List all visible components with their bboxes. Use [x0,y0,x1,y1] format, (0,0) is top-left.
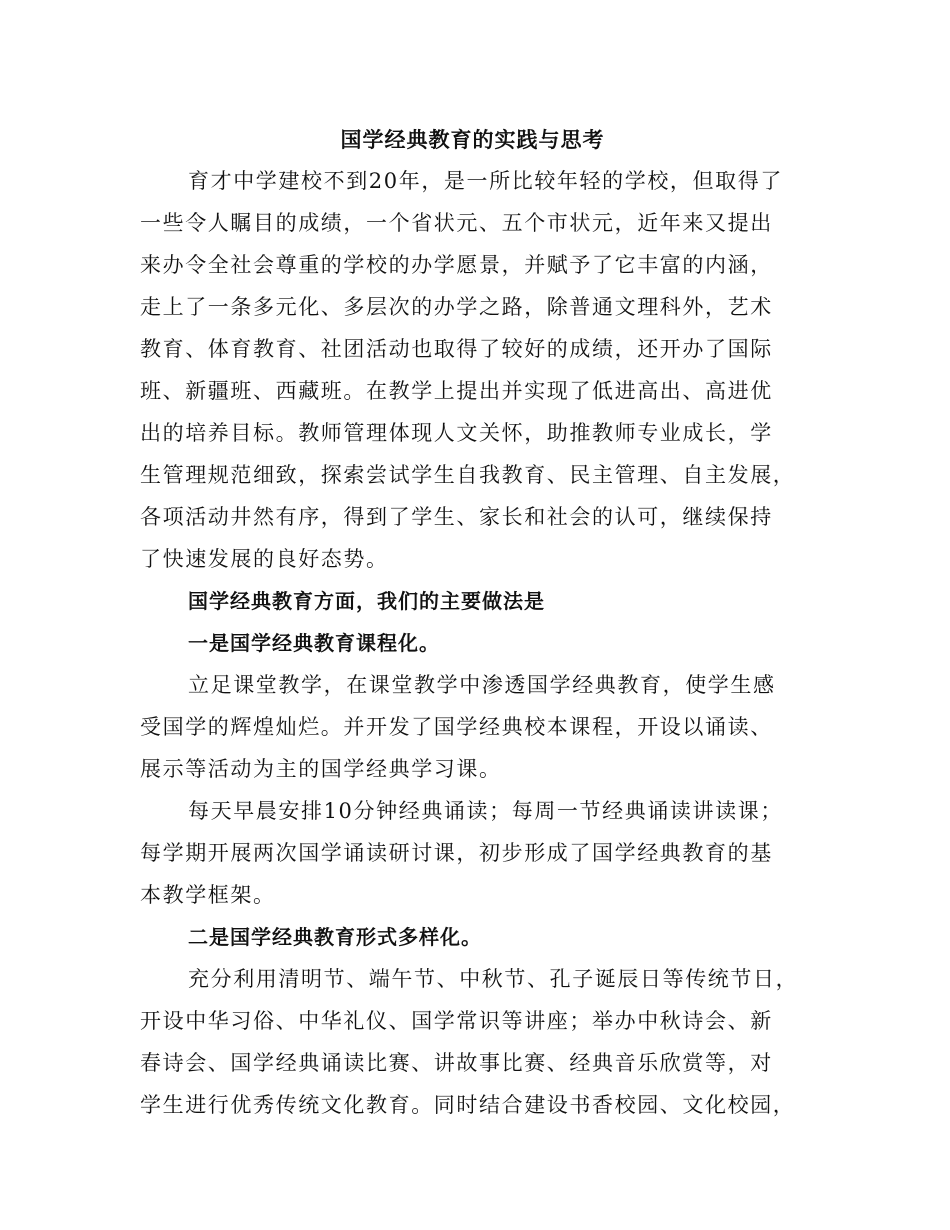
document-title: 国学经典教育的实践与思考 [340,127,605,152]
text-line: 展示等活动为主的国学经典学习课。 [140,757,502,781]
section-heading-one: 一是国学经典教育课程化。 [188,631,440,655]
text-line: 出的培养目标。教师管理体现人文关怀，助推教师专业成长，学 [140,421,773,445]
text-line: 每学期开展两次国学诵读研讨课，初步形成了国学经典教育的基 [140,841,773,865]
text-line: 教育、体育教育、社团活动也取得了较好的成绩，还开办了国际 [140,337,773,361]
text-line: 充分利用清明节、端午节、中秋节、孔子诞辰日等传统节日， [188,967,799,991]
intro-paragraph [140,160,805,580]
paragraph-three [140,958,805,1126]
text-line: 育才中学建校不到20年，是一所比较年轻的学校，但取得了 [188,169,783,193]
text-line: 每天早晨安排10分钟经典诵读；每周一节经典诵读讲读课； [188,799,783,823]
text-line: 受国学的辉煌灿烂。并开发了国学经典校本课程，开设以诵读、 [140,715,773,739]
text-line: 走上了一条多元化、多层次的办学之路，除普通文理科外，艺术 [140,295,773,319]
text-line: 开设中华习俗、中华礼仪、国学常识等讲座；举办中秋诗会、新 [140,1009,773,1033]
text-line: 一些令人瞩目的成绩，一个省状元、五个市状元，近年来又提出 [140,211,773,235]
section-heading-two: 二是国学经典教育形式多样化。 [188,925,482,949]
text-line: 生管理规范细致，探索尝试学生自我教育、民主管理、自主发展， [140,463,796,487]
text-line: 本教学框架。 [140,883,276,907]
paragraph-two [140,790,805,916]
text-line: 各项活动井然有序，得到了学生、家长和社会的认可，继续保持 [140,505,773,529]
text-line: 学生进行优秀传统文化教育。同时结合建设书香校园、文化校园， [140,1093,796,1117]
text-line: 了快速发展的良好态势。 [140,547,389,571]
section-intro-heading: 国学经典教育方面，我们的主要做法是 [188,589,545,613]
text-line: 来办令全社会尊重的学校的办学愿景，并赋予了它丰富的内涵， [140,253,773,277]
text-line: 春诗会、国学经典诵读比赛、讲故事比赛、经典音乐欣赏等，对 [140,1051,773,1075]
paragraph-one [140,664,805,790]
text-line: 班、新疆班、西藏班。在教学上提出并实现了低进高出、高进优 [140,379,773,403]
text-line: 立足课堂教学，在课堂教学中渗透国学经典教育，使学生感 [188,673,776,697]
document-body [140,120,805,1126]
